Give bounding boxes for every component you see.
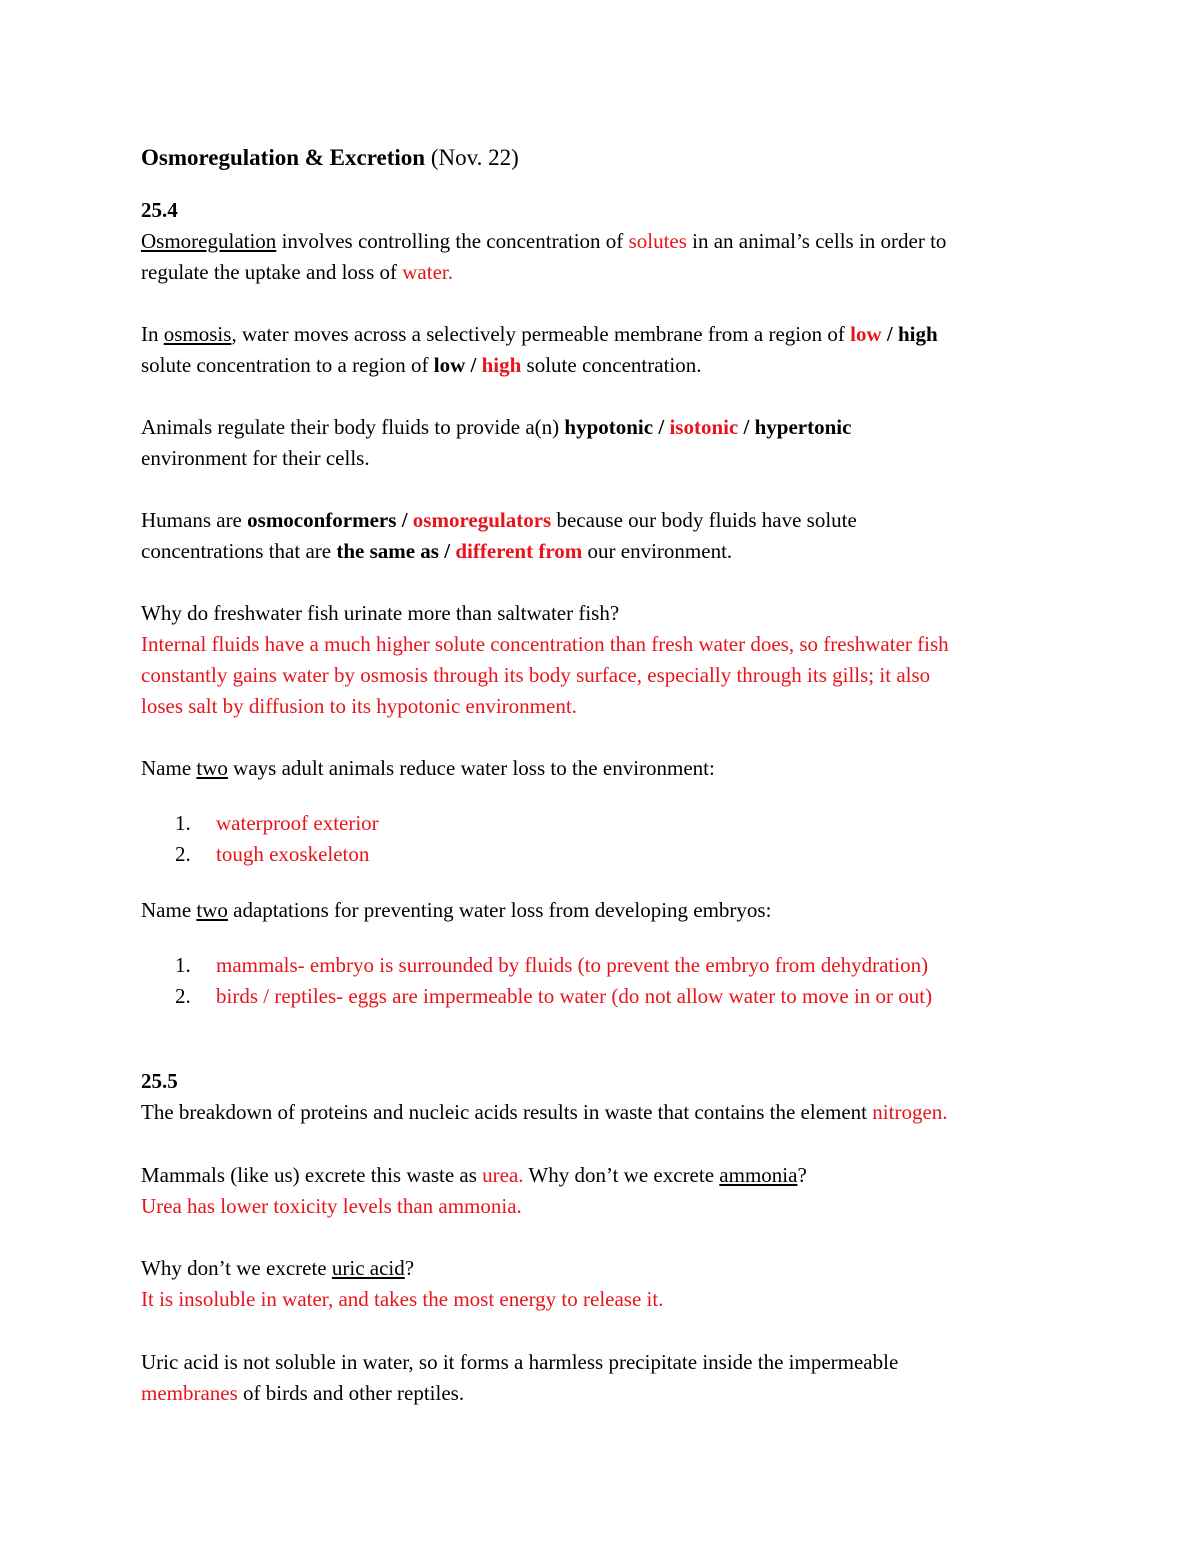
choice-same-as: the same as <box>336 539 439 563</box>
list-number: 2. <box>175 984 191 1008</box>
freshwater-answer-line-1: Internal fluids have a much higher solute concentration than fresh water does, so freshwater fish <box>141 632 949 656</box>
term-ammonia: ammonia <box>719 1163 798 1187</box>
choice-osmoregulators-selected: osmoregulators <box>412 508 552 532</box>
text-span: , water moves across a selectively permeable membrane from a region of <box>231 322 851 346</box>
choice-separator: / <box>396 508 413 532</box>
freshwater-answer-line-2: constantly gains water by osmosis through its body surface, especially through its gills; it also <box>141 663 931 687</box>
text-span: concentrations that are <box>141 539 337 563</box>
list-answer: waterproof exterior <box>216 811 379 835</box>
underlined-two: two <box>196 898 228 922</box>
answer-water: water. <box>402 260 453 284</box>
text-span: solute concentration to a region of <box>141 353 434 377</box>
text-span: In <box>141 322 164 346</box>
choice-separator: / <box>438 539 456 563</box>
choice-low: low <box>433 353 466 377</box>
list-number: 1. <box>175 953 191 977</box>
water-loss-question <box>141 753 715 784</box>
text-span: Mammals (like us) excrete this waste as <box>141 1163 483 1187</box>
section-heading-25-5: 25.5 <box>141 1069 178 1093</box>
osmoregulation-definition-line-2 <box>141 257 453 288</box>
text-span: Name <box>141 898 197 922</box>
choice-high: high <box>897 322 938 346</box>
choice-separator: / <box>465 353 482 377</box>
term-osmosis: osmosis <box>163 322 232 346</box>
text-span: in an animal’s cells in order to <box>686 229 947 253</box>
tonicity-line-1 <box>141 412 851 443</box>
list-item <box>141 950 928 981</box>
list-answer: tough exoskeleton <box>216 842 370 866</box>
text-span: Why don’t we excrete <box>523 1163 720 1187</box>
freshwater-question: Why do freshwater fish urinate more than saltwater fish? <box>141 601 620 625</box>
osmosis-line-1 <box>141 319 938 350</box>
section-heading-25-4: 25.4 <box>141 198 178 222</box>
choice-separator: / <box>653 415 670 439</box>
term-osmoregulation: Osmoregulation <box>141 229 277 253</box>
choice-separator: / <box>881 322 898 346</box>
choice-high-selected: high <box>481 353 522 377</box>
title-date: (Nov. 22) <box>430 145 519 170</box>
uric-acid-precipitate-line-2 <box>141 1378 464 1409</box>
choice-isotonic-selected: isotonic <box>669 415 739 439</box>
text-span: Why don’t we excrete <box>141 1256 332 1280</box>
uric-acid-question <box>141 1253 414 1284</box>
title-main: Osmoregulation & Excretion <box>141 145 426 170</box>
list-item <box>141 808 379 839</box>
urea-question <box>141 1160 807 1191</box>
breakdown-line <box>141 1097 948 1128</box>
choice-low-selected: low <box>850 322 882 346</box>
choice-separator: / <box>738 415 755 439</box>
choice-hypertonic: hypertonic <box>754 415 852 439</box>
text-span: adaptations for preventing water loss from developing embryos: <box>227 898 772 922</box>
document-title <box>141 142 519 173</box>
answer-urea: urea. <box>482 1163 524 1187</box>
text-span: ways adult animals reduce water loss to the environment: <box>227 756 715 780</box>
text-span: ? <box>797 1163 807 1187</box>
choice-hypotonic: hypotonic <box>564 415 654 439</box>
text-span: because our body fluids have solute <box>551 508 857 532</box>
list-answer: mammals- embryo is surrounded by fluids (to prevent the embryo from dehydration) <box>216 953 929 977</box>
humans-line-1 <box>141 505 857 536</box>
text-span: Humans are <box>141 508 248 532</box>
text-span: Name <box>141 756 197 780</box>
list-item <box>141 981 932 1012</box>
freshwater-answer-line-3: loses salt by diffusion to its hypotonic environment. <box>141 694 577 718</box>
term-uric-acid: uric acid <box>331 1256 405 1280</box>
text-span: The breakdown of proteins and nucleic acids results in waste that contains the element <box>141 1100 873 1124</box>
text-span: of birds and other reptiles. <box>237 1381 465 1405</box>
list-item <box>141 839 369 870</box>
osmosis-line-2 <box>141 350 702 381</box>
osmoregulation-definition-line-1 <box>141 226 946 257</box>
humans-line-2 <box>141 536 732 567</box>
tonicity-line-2: environment for their cells. <box>141 446 370 470</box>
answer-nitrogen: nitrogen. <box>872 1100 948 1124</box>
choice-osmoconformers: osmoconformers <box>247 508 397 532</box>
text-span: our environment. <box>582 539 733 563</box>
uric-acid-precipitate-line-1: Uric acid is not soluble in water, so it forms a harmless precipitate inside the impermeable <box>141 1350 899 1374</box>
urea-answer: Urea has lower toxicity levels than ammonia. <box>141 1194 522 1218</box>
choice-different-from-selected: different from <box>455 539 583 563</box>
underlined-two: two <box>196 756 228 780</box>
text-span: regulate the uptake and loss of <box>141 260 403 284</box>
uric-acid-answer: It is insoluble in water, and takes the most energy to release it. <box>141 1287 664 1311</box>
list-number: 2. <box>175 842 191 866</box>
text-span: involves controlling the concentration of <box>276 229 629 253</box>
list-answer: birds / reptiles- eggs are impermeable to water (do not allow water to move in or out) <box>216 984 933 1008</box>
text-span: ? <box>404 1256 415 1280</box>
answer-solutes: solutes <box>628 229 687 253</box>
text-span: Animals regulate their body fluids to provide a(n) <box>141 415 565 439</box>
text-span: solute concentration. <box>521 353 702 377</box>
embryo-question <box>141 895 771 926</box>
answer-membranes: membranes <box>141 1381 238 1405</box>
list-number: 1. <box>175 811 191 835</box>
